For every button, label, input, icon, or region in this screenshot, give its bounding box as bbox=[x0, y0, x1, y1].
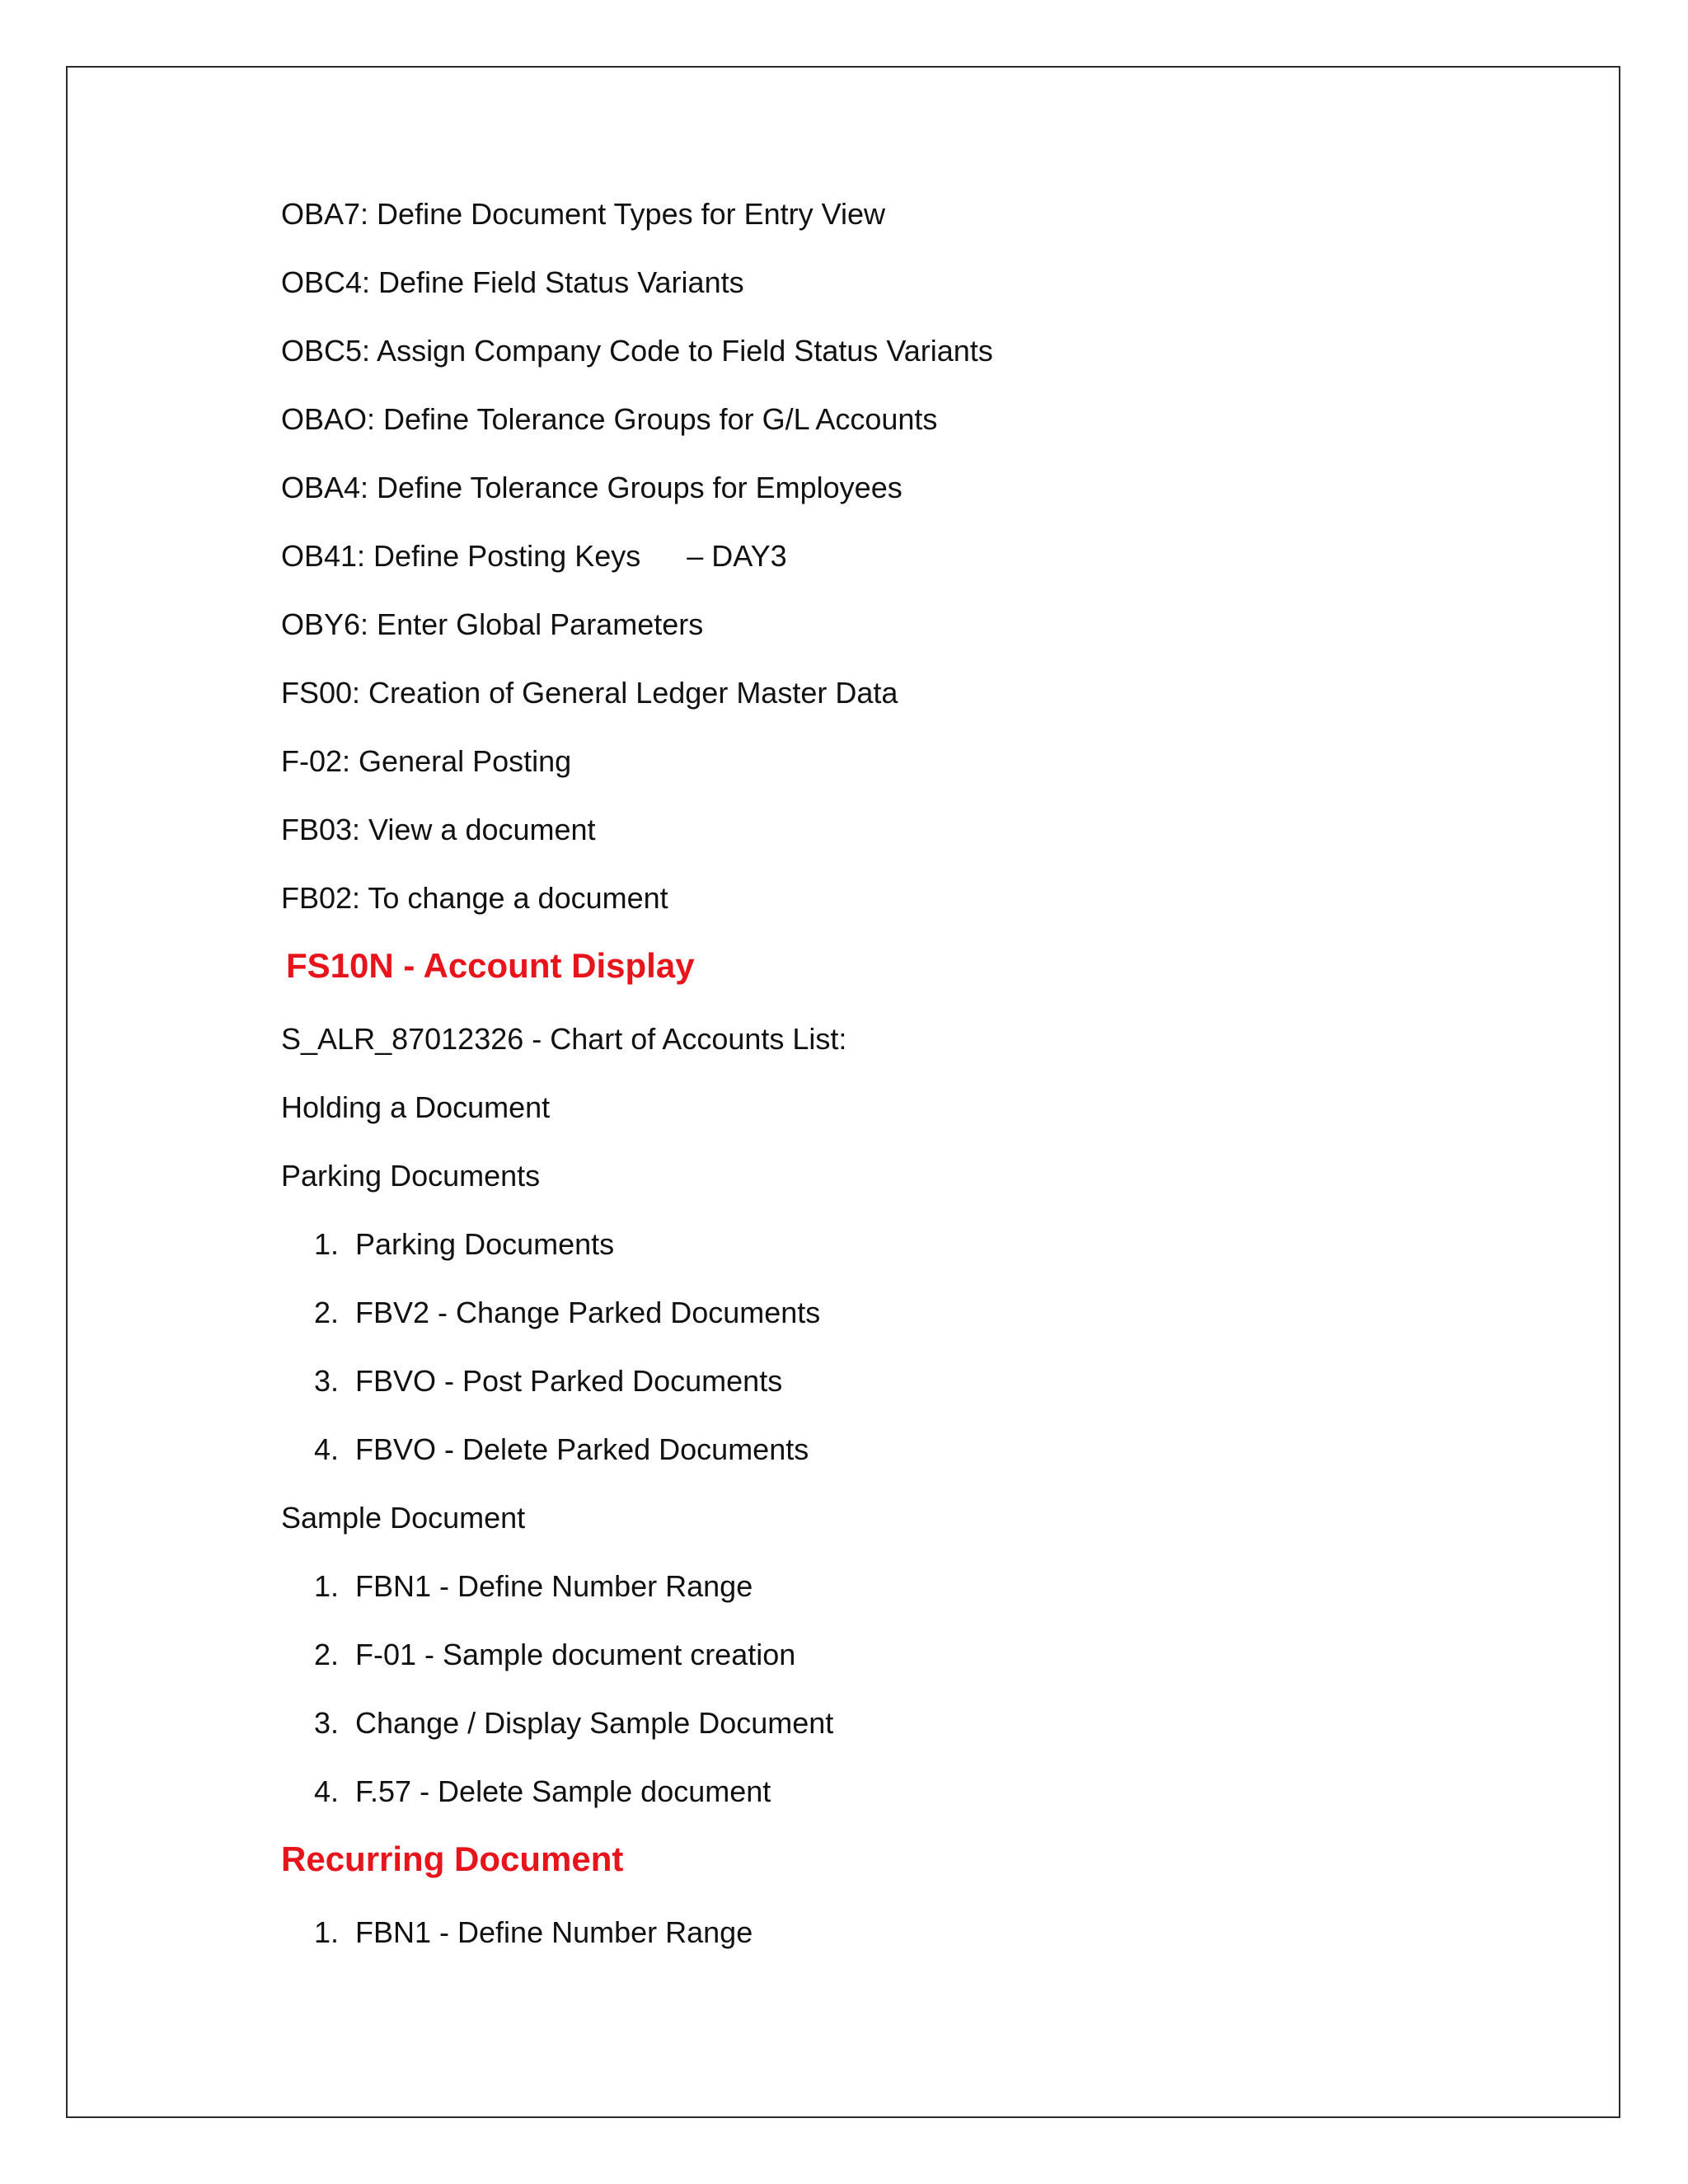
chart-of-accounts-line: S_ALR_87012326 - Chart of Accounts List: bbox=[281, 1022, 847, 1056]
transaction-line: OB41: Define Posting Keys – DAY3 bbox=[281, 539, 787, 573]
transaction-line: OBY6: Enter Global Parameters bbox=[281, 607, 704, 641]
transaction-line: FB02: To change a document bbox=[281, 881, 668, 915]
transaction-line: FB03: View a document bbox=[281, 813, 596, 846]
list-item: 1. FBN1 - Define Number Range bbox=[314, 1915, 753, 1949]
section-heading-recurring-document: Recurring Document bbox=[281, 1840, 624, 1878]
recurring-document-list bbox=[281, 1915, 1517, 1951]
parking-documents-list bbox=[281, 1226, 1517, 1468]
document-content bbox=[281, 196, 1517, 1983]
section-heading-account-display: FS10N - Account Display bbox=[286, 946, 695, 985]
transaction-line: OBA4: Define Tolerance Groups for Employees bbox=[281, 471, 903, 504]
list-item: 1. FBN1 - Define Number Range bbox=[314, 1569, 753, 1603]
list-item: 4. F.57 - Delete Sample document bbox=[314, 1774, 771, 1808]
transaction-line: F-02: General Posting bbox=[281, 744, 572, 778]
sample-document-title: Sample Document bbox=[281, 1501, 526, 1535]
list-item: 2. FBV2 - Change Parked Documents bbox=[314, 1296, 821, 1329]
list-item: 3. Change / Display Sample Document bbox=[314, 1706, 834, 1740]
transaction-line: OBAO: Define Tolerance Groups for G/L Accounts bbox=[281, 402, 938, 436]
transaction-line: OBC4: Define Field Status Variants bbox=[281, 265, 744, 299]
transaction-line: FS00: Creation of General Ledger Master Data bbox=[281, 676, 898, 710]
day-marker: – DAY3 bbox=[687, 539, 787, 573]
holding-document-line: Holding a Document bbox=[281, 1090, 551, 1124]
list-item: 4. FBVO - Delete Parked Documents bbox=[314, 1432, 809, 1466]
sample-document-list bbox=[281, 1568, 1517, 1810]
list-item: 3. FBVO - Post Parked Documents bbox=[314, 1364, 783, 1398]
list-item: 1. Parking Documents bbox=[314, 1227, 615, 1261]
transaction-line: OBC5: Assign Company Code to Field Status Variants bbox=[281, 334, 993, 368]
list-item: 2. F-01 - Sample document creation bbox=[314, 1638, 796, 1671]
parking-documents-title: Parking Documents bbox=[281, 1159, 541, 1193]
transaction-line: OBA7: Define Document Types for Entry View bbox=[281, 197, 886, 231]
